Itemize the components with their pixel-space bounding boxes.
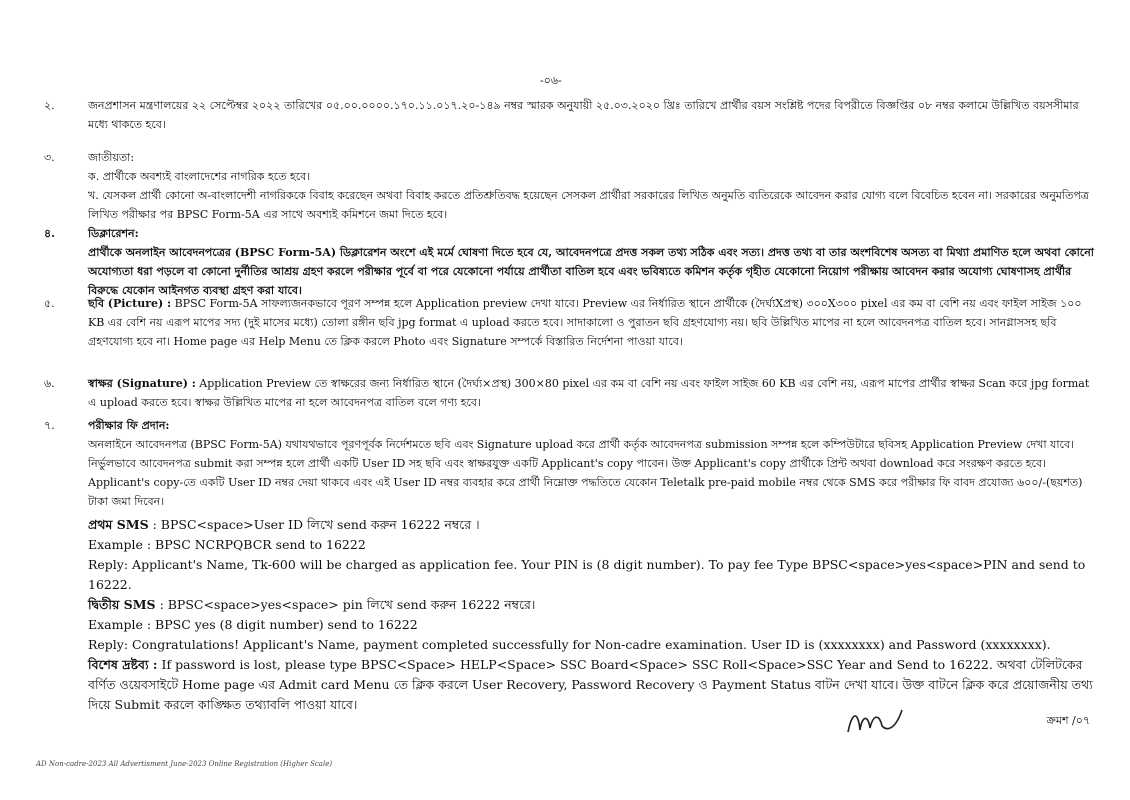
clause-number: ৫.	[44, 297, 55, 310]
clause-heading: পরীক্ষার ফি প্রদান:	[88, 419, 170, 432]
clause-text: জনপ্রশাসন মন্ত্রণালয়ের ২২ সেপ্টেম্বর ২০২২ তারিখের ০৫.০০.০০০০.১৭০.১১.০১৭.২০-১৪৯ নম্বর স্মারক অনুযায়ী ২৫.০৩.২০২০ খ্রিঃ তারিখে প্রার্থীর বয়স সংশ্লিষ্ট পদের বিপরীতে বিজ্ঞপ্তির ০৮ নম্বর কলামে উল্লিখিত বয়সসীমার মধ্যে থাকতে হবে।	[88, 99, 1079, 131]
clause-text: Application Preview তে স্বাক্ষরের জন্য নির্ধারিত স্থানে (দৈর্ঘ্য×প্রস্থ) 300×80 pixel এর কম বা বেশি নয় এবং ফাইল সাইজ 60 KB এর বেশি নয়, এরূপ মাপের প্রার্থীর স্বাক্ষর Scan করে jpg format এ upload করতে হবে। স্বাক্ষর উল্লিখিত মাপের না হলে আবেদনপত্র বাতিল বলে গণ্য হবে।	[88, 377, 1090, 409]
clause-number: ৬.	[44, 377, 55, 390]
clause-signature	[44, 374, 1100, 412]
handwritten-signature	[840, 702, 910, 742]
special-note-label: বিশেষ দ্রষ্টব্য :	[88, 657, 158, 672]
clause-text: অনলাইনে আবেদনপত্র (BPSC Form-5A) যথাযথভাবে পূরণপূর্বক নির্দেশমতে ছবি এবং Signature upload করে প্রার্থী কর্তৃক আবেদনপত্র submission সম্পন্ন হলে কম্পিউটারে ছবিসহ Application Preview দেখা যাবে। নির্ভুলভাবে আবেদনপত্র submit করা সম্পন্ন হলে প্রার্থী একটি User ID সহ ছবি এবং স্বাক্ষরযুক্ত একটি Applicant's copy পাবেন। উক্ত Applicant's copy প্রার্থীকে প্রিন্ট অথবা download করে সংরক্ষণ করতে হবে। Applicant's copy-তে একটি User ID নম্বর দেয়া থাকবে এবং এই User ID নম্বর ব্যবহার করে প্রার্থী নিম্নোক্ত পদ্ধতিতে যেকোন Teletalk pre-paid mobile নম্বর থেকে SMS করে পরীক্ষার ফি বাবদ প্রযোজ্য ৬০০/-(ছয়শত) টাকা জমা দিবেন।	[88, 438, 1083, 508]
continued-marker: ক্রমশ /০৭	[1046, 714, 1090, 727]
sms-first-label: প্রথম SMS	[88, 517, 149, 532]
file-path-note: AD Non-cadre-2023 All Advertisment June-2023 Online Registration (Higher Scale)	[36, 760, 333, 768]
sms-second-label: দ্বিতীয় SMS	[88, 597, 156, 612]
clause-exam-fee	[44, 416, 1100, 715]
clause-age-limit	[44, 96, 1100, 134]
sms-reply-2: Reply: Congratulations! Applicant's Name, payment completed successfully for Non-cadre examination. User ID is (xxxxxxxx) and Password (xxxxxxxx).	[88, 637, 1051, 652]
clause-nationality	[44, 148, 1100, 224]
sms-reply-1: Reply: Applicant's Name, Tk-600 will be charged as application fee. Your PIN is (8 digit number). To pay fee Type BPSC<space>yes<space>PIN and send to 16222.	[88, 557, 1086, 592]
sms-first-text: : BPSC<space>User ID লিখে send করুন 16222 নম্বরে ।	[152, 517, 480, 532]
clause-heading: ছবি (Picture) :	[88, 297, 172, 310]
clause-declaration	[44, 224, 1100, 300]
sms-example-1: Example : BPSC NCRPQBCR send to 16222	[88, 537, 366, 552]
special-note-text: If password is lost, please type BPSC<Space> HELP<Space> SSC Board<Space> SSC Roll<Space>SSC Year and Send to 16222. অথবা টেলিটকের বর্ণিত ওয়েবসাইটে Home page এর Admit card Menu তে ক্লিক করলে User Recovery, Password Recovery ও Payment Status বাটন দেখা যাবে। উক্ত বাটনে ক্লিক করে প্রয়োজনীয় তথ্য দিয়ে Submit করলে কাঙ্ক্ষিত তথ্যাবলি পাওয়া যাবে।	[88, 657, 1093, 712]
clause-text: প্রার্থীকে অনলাইন আবেদনপত্রের (BPSC Form-5A) ডিক্লারেশন অংশে এই মর্মে ঘোষণা দিতে হবে যে, আবেদনপত্রে প্রদত্ত সকল তথ্য সঠিক এবং সত্য। প্রদত্ত তথ্য বা তার অংশবিশেষ অসত্য বা মিথ্যা প্রমাণিত হলে অথবা কোনো অযোগ্যতা ধরা পড়লে বা কোনো দুর্নীতির আশ্রয় গ্রহণ করলে পরীক্ষার পূর্বে বা পরে যেকোনো পর্যায়ে প্রার্থীতা বাতিল হবে এবং ভবিষ্যতে কমিশন কর্তৃক গৃহীত যেকোনো নিয়োগ পরীক্ষায় আবেদন করার অযোগ্য ঘোষণাসহ প্রার্থীর বিরুদ্ধে যেকোন আইনগত ব্যবস্থা গ্রহণ করা যাবে।	[88, 246, 1094, 297]
clause-text: খ. যেসকল প্রার্থী কোনো অ-বাংলাদেশী নাগরিককে বিবাহ করেছেন অথবা বিবাহ করতে প্রতিশ্রুতিবদ্ধ হয়েছেন সেসকল প্রার্থীরা সরকারের লিখিত অনুমতি ব্যতিরেকে আবেদন করার যোগ্য বলে বিবেচিত হবেন না। সরকারের অনুমতিপত্র লিখিত পরীক্ষার পর BPSC Form-5A এর সাথে অবশ্যই কমিশনে জমা দিতে হবে।	[88, 189, 1089, 221]
clause-text: ক. প্রার্থীকে অবশ্যই বাংলাদেশের নাগরিক হতে হবে।	[88, 170, 311, 183]
clause-picture	[44, 294, 1100, 351]
clause-number: ৩.	[44, 151, 55, 164]
clause-text: BPSC Form-5A সাফল্যজনকভাবে পূরণ সম্পন্ন হলে Application preview দেখা যাবে। Preview এর নির্ধারিত স্থানে প্রার্থীকে (দৈর্ঘ্যXপ্রস্থ) ৩০০X৩০০ pixel এর কম বা বেশি নয় এবং ফাইল সাইজ ১০০ KB এর বেশি নয় এরূপ মাপের সদ্য (দুই মাসের মধ্যে) তোলা রঙ্গীন ছবি jpg format এ upload করতে হবে। সাদাকালো ও পুরাতন ছবি গ্রহণযোগ্য নয়। ছবি উল্লিখিত মাপের না হলে আবেদনপত্র বাতিল হবে। সানগ্লাসসহ ছবি গ্রহণযোগ্য হবে না। Home page এর Help Menu তে ক্লিক করলে Photo এবং Signature সম্পর্কে বিস্তারিত নির্দেশনা পাওয়া যাবে।	[88, 297, 1082, 348]
sms-instructions	[88, 515, 1100, 715]
page-number: -০৬-	[540, 74, 562, 87]
sms-second-text: : BPSC<space>yes<space> pin লিখে send করুন 16222 নম্বরে।	[159, 597, 536, 612]
clause-number: ৭.	[44, 419, 55, 432]
clause-heading: ডিক্লারেশন:	[88, 227, 139, 240]
clause-heading: স্বাক্ষর (Signature) :	[88, 377, 196, 390]
sms-example-2: Example : BPSC yes (8 digit number) send to 16222	[88, 617, 418, 632]
clause-heading: জাতীয়তা:	[88, 151, 135, 164]
clause-number: ২.	[44, 99, 55, 112]
clause-number: ৪.	[44, 227, 55, 240]
